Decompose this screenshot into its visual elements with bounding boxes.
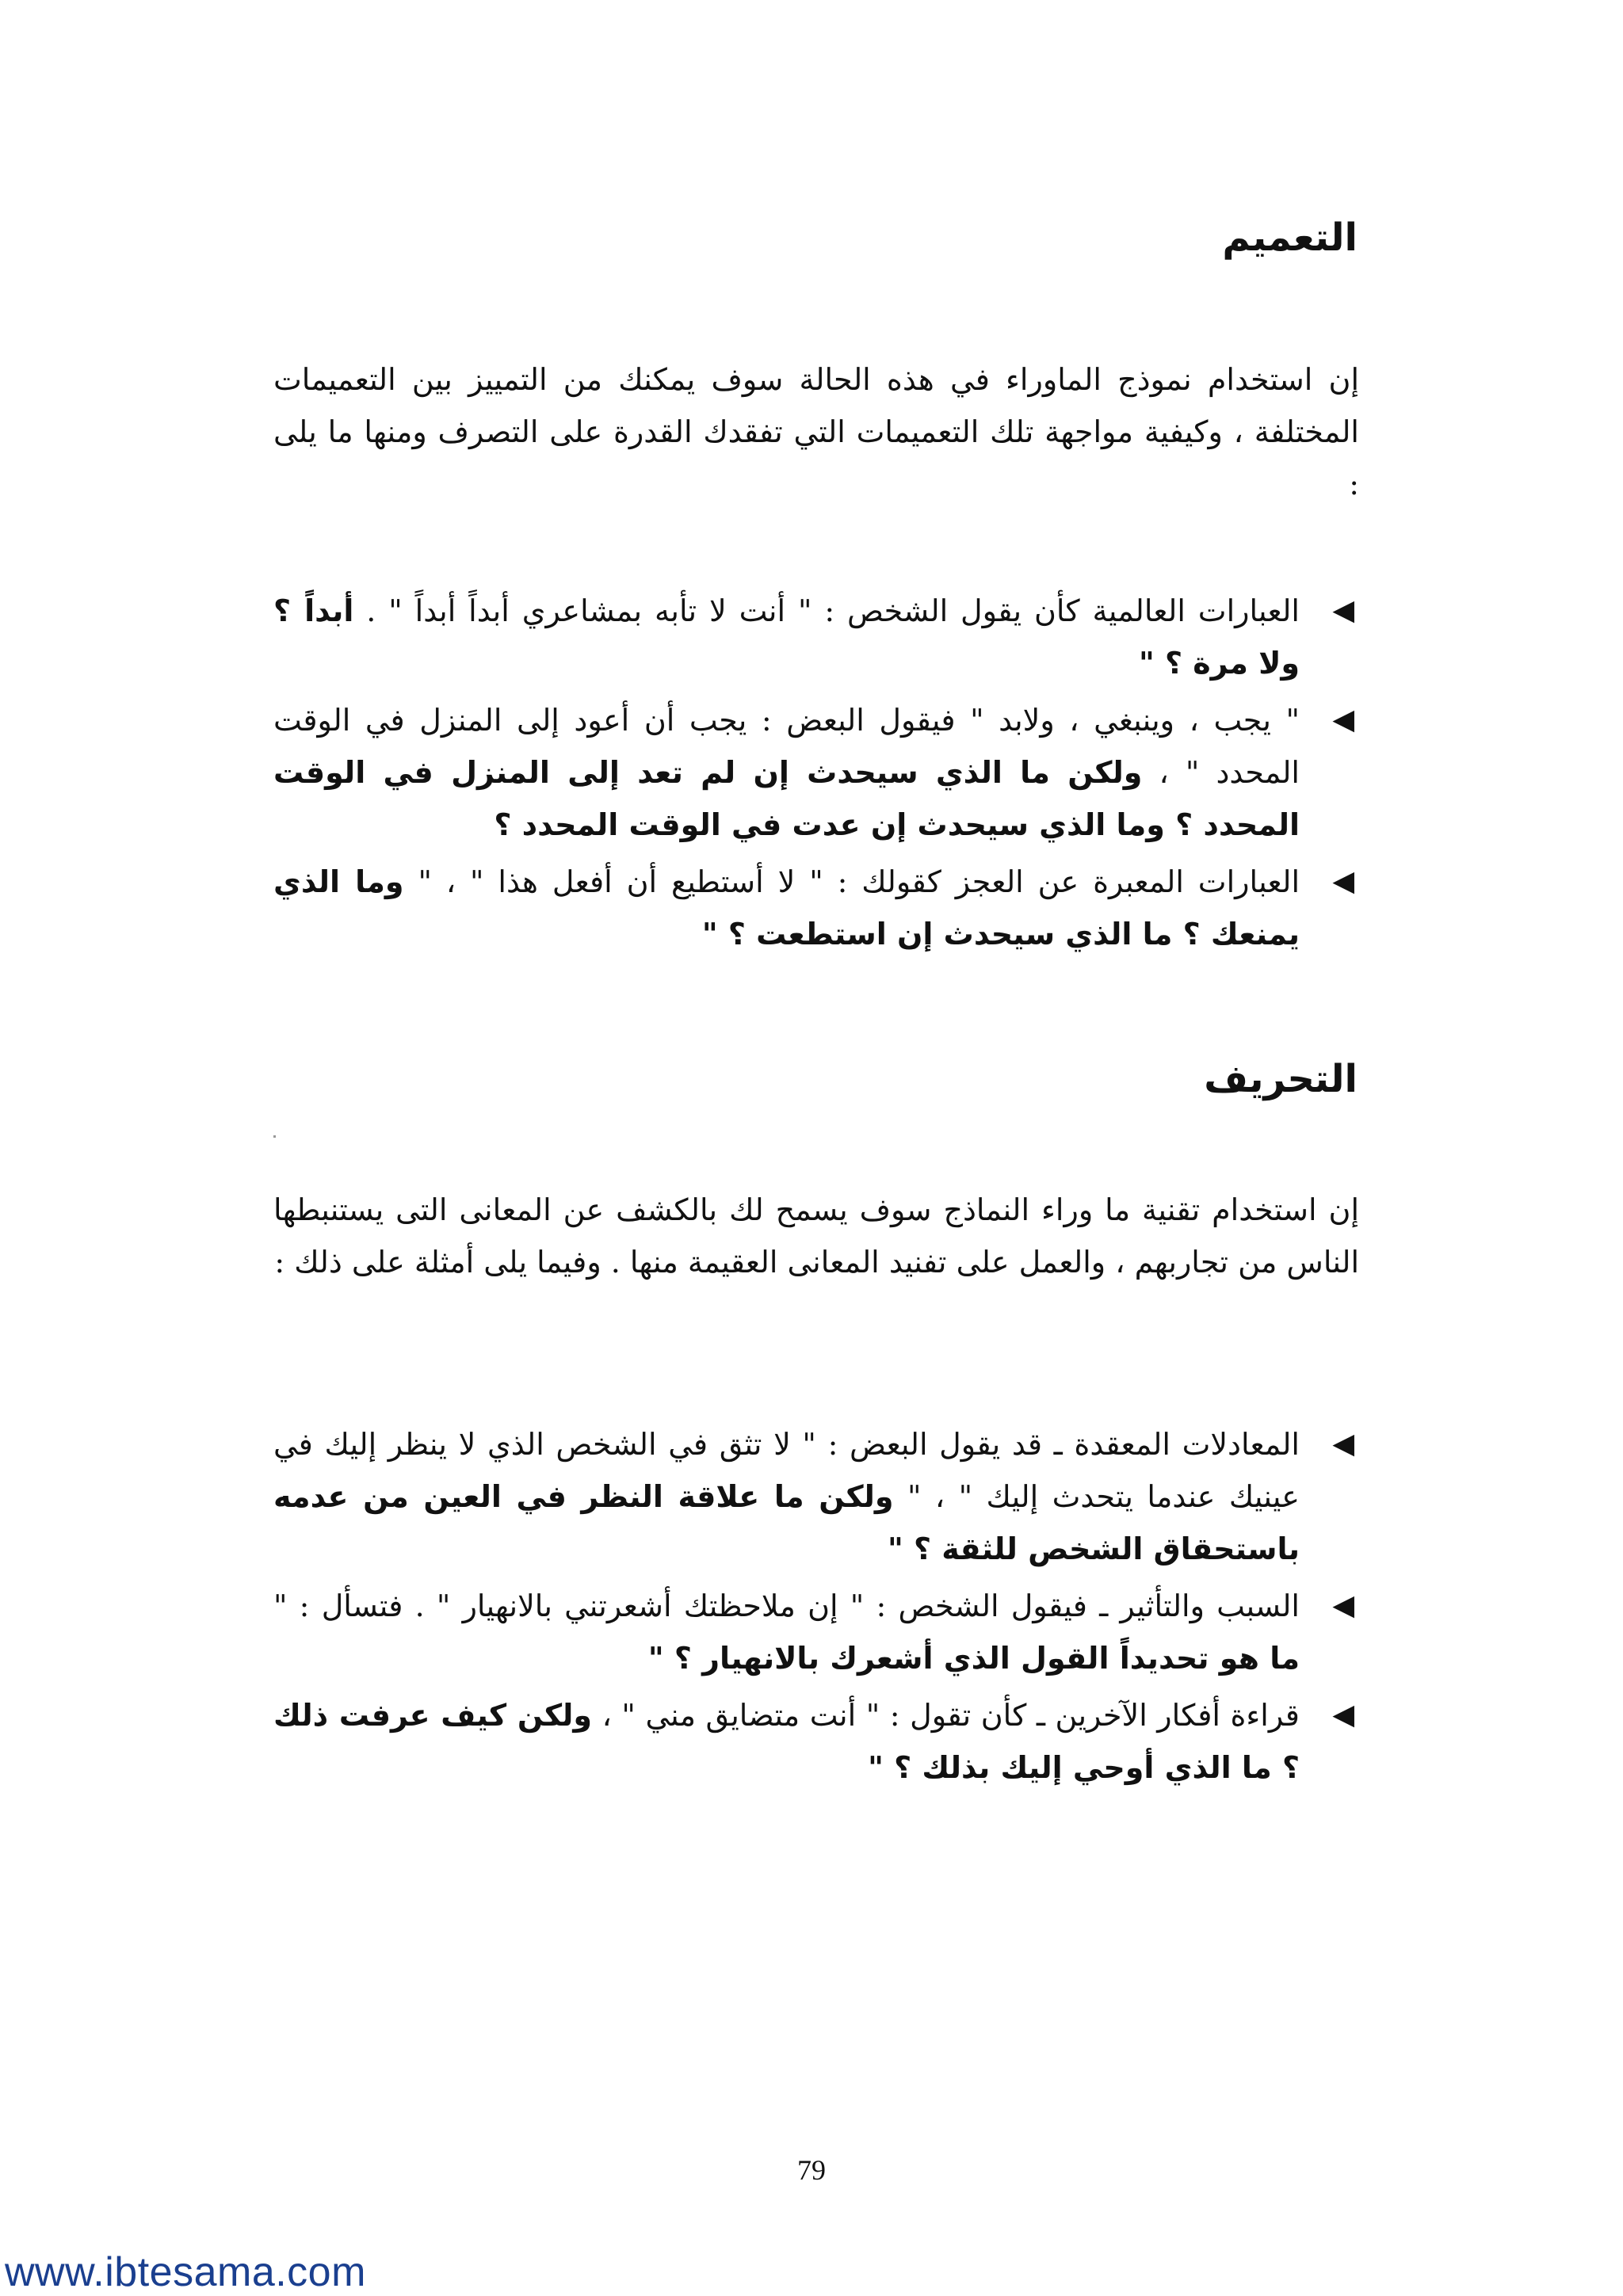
bullet-text: المعادلات المعقدة ـ قد يقول البعض : " لا تثق في الشخص الذي لا ينظر إليك في عينيك عندما يتحدث إليك " ، ": [273, 1427, 1300, 1514]
list-item: [273, 856, 1359, 960]
section-heading-generalization: التعميم: [1222, 215, 1358, 260]
triangle-bullet-icon: ◀: [1332, 1589, 1354, 1622]
bullet-text: " يجب ، وينبغي ، ولابد " فيقول البعض : يجب أن أعود إلى المنزل في الوقت المحدد " ،: [273, 703, 1300, 790]
section-intro-generalization: [273, 353, 1359, 510]
bullet-text: العبارات المعبرة عن العجز كقولك : " لا أستطيع أن أفعل هذا " ، ": [418, 864, 1300, 899]
list-item: [273, 1418, 1359, 1575]
bullet-text: قراءة أفكار الآخرين ـ كأن تقول : " أنت متضايق مني " ،: [601, 1698, 1300, 1733]
triangle-bullet-icon: ◀: [1332, 1428, 1354, 1460]
triangle-bullet-icon: ◀: [1332, 704, 1354, 736]
page-number: 79: [797, 2154, 826, 2186]
triangle-bullet-icon: ◀: [1332, 865, 1354, 898]
section-heading-distortion: التحريف: [1204, 1057, 1358, 1101]
intro-paragraph: إن استخدام نموذج الماوراء في هذه الحالة سوف يمكنك من التمييز بين التعميمات المختلفة ، وكيفية مواجهة تلك التعميمات التي تفقدك القدرة على التصرف ومنها ما يلى :: [273, 362, 1359, 502]
triangle-bullet-icon: ◀: [1332, 1699, 1354, 1731]
bullet-bold-text: ما هو تحديداً القول الذي أشعرك بالانهيار ؟ ": [647, 1641, 1300, 1676]
bullet-bold-text: ولكن ما علاقة النظر في العين من عدمه باستحقاق الشخص للثقة ؟ ": [273, 1479, 1300, 1566]
bullet-bold-text: ولكن ما الذي سيحدث إن لم تعد إلى المنزل في الوقت المحدد ؟ وما الذي سيحدث إن عدت في الوقت المحدد ؟: [273, 755, 1300, 842]
bullet-bold-text: أبداً ؟ ولا مرة ؟ ": [273, 593, 1300, 681]
list-item: [273, 585, 1359, 689]
list-item: [273, 1580, 1359, 1684]
scan-speck: [273, 1135, 276, 1138]
bullet-bold-text: ولكن كيف عرفت ذلك ؟ ما الذي أوحي إليك بذلك ؟ ": [273, 1698, 1300, 1785]
list-item: [273, 1689, 1359, 1794]
section-intro-distortion: [273, 1184, 1359, 1288]
bullet-text: العبارات العالمية كأن يقول الشخص : " أنت لا تأبه بمشاعري أبداً أبداً " .: [366, 593, 1300, 628]
bullet-list-distortion: [273, 1418, 1359, 1798]
list-item: [273, 694, 1359, 851]
bullet-bold-text: وما الذي يمنعك ؟ ما الذي سيحدث إن استطعت ؟ ": [273, 864, 1300, 952]
bullet-text: السبب والتأثير ـ فيقول الشخص : " إن ملاحظتك أشعرتني بالانهيار " . فتسأل : ": [273, 1589, 1300, 1623]
intro-paragraph: إن استخدام تقنية ما وراء النماذج سوف يسمح لك بالكشف عن المعانى التى يستنبطها الناس من تجاربهم ، والعمل على تفنيد المعانى العقيمة منها . وفيما يلى أمثلة على ذلك :: [273, 1192, 1359, 1280]
triangle-bullet-icon: ◀: [1332, 594, 1354, 627]
site-watermark: www.ibtesama.com: [5, 2249, 366, 2295]
bullet-list-generalization: [273, 585, 1359, 965]
